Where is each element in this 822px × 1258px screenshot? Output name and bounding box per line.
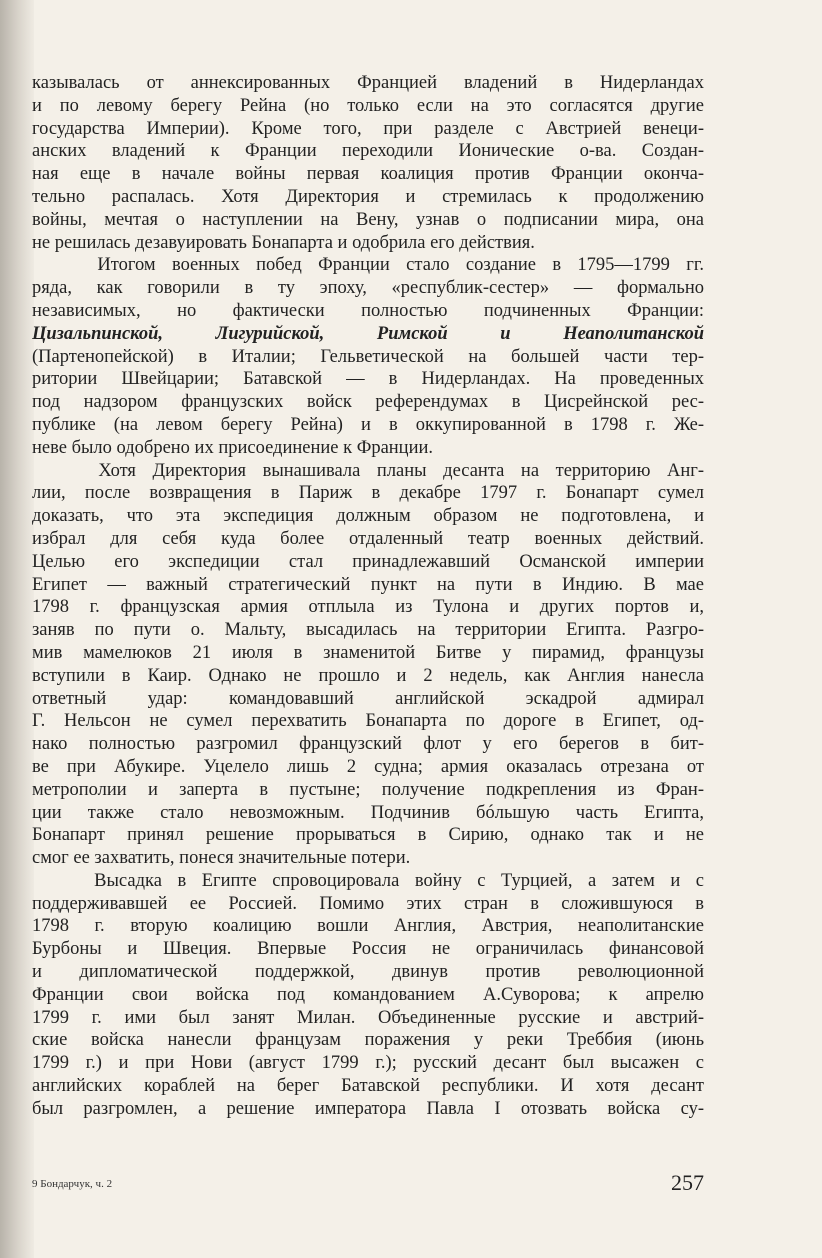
text-line: Г. Нельсон не сумел перехватить Бонапарта по дороге в Египет, од-	[32, 711, 704, 732]
text-line: тельно распалась. Хотя Директория и стремилась к продолжению	[32, 186, 704, 207]
page-footer	[32, 1170, 704, 1200]
text-line: анских владений к Франции переходили Ионические о-ва. Создан-	[32, 141, 704, 162]
text-line: (Партенопейской) в Италии; Гельветической на большей части тер-	[32, 346, 704, 367]
text-line: английских кораблей на берег Батавской республики. И хотя десант	[32, 1076, 704, 1097]
text-line: ские войска нанесли французам поражения у реки Треббия (июнь	[32, 1030, 704, 1051]
text-line: мив мамелюков 21 июля в знаменитой Битве у пирамид, французы	[32, 642, 704, 663]
text-line: Целью его экспедиции стал принадлежавший Османской империи	[32, 551, 704, 572]
text-line: Бурбоны и Швеция. Впервые Россия не ограничилась финансовой	[32, 939, 704, 960]
text-line: был разгромлен, а решение императора Павла I отозвать войска су-	[32, 1098, 704, 1119]
text-line: 1799 г. ими был занят Милан. Объединенные русские и австрий-	[32, 1007, 704, 1028]
text-line: и дипломатической поддержкой, двинув против революционной	[32, 962, 704, 983]
text-line: Египет — важный стратегический пункт на пути в Индию. В мае	[32, 574, 704, 595]
text-line: ряда, как говорили в ту эпоху, «республик-сестер» — формально	[32, 278, 704, 299]
text-line: не решилась дезавуировать Бонапарта и одобрила его действия.	[32, 232, 535, 253]
text-line: независимых, но фактически полностью подчиненных Франции:	[32, 300, 704, 321]
text-line: казывалась от аннексированных Францией владений в Нидерландах	[32, 73, 704, 93]
text-line: неве было одобрено их присоединение к Франции.	[32, 437, 434, 458]
text-line: 1798 г. французская армия отплыла из Тулона и других портов и,	[32, 597, 704, 618]
text-line: поддерживавшей ее Россией. Помимо этих стран в сложившуюся в	[32, 893, 704, 914]
text-line: 1798 г. вторую коалицию вошли Англия, Австрия, неаполитанские	[32, 916, 704, 937]
page-number: 257	[671, 1170, 704, 1195]
text-line: заняв по пути о. Мальту, высадилась на территории Египта. Разгро-	[32, 620, 704, 641]
text-line: доказать, что эта экспедиция должным образом не подготовлена, и	[32, 506, 704, 527]
text-line: ве при Абукире. Уцелело лишь 2 судна; армия оказалась отрезана от	[32, 756, 704, 777]
text-line: 1799 г.) и при Нови (август 1799 г.); русский десант был высажен с	[32, 1053, 704, 1074]
text-line: ции также стало невозможным. Подчинив бóльшую часть Египта,	[32, 802, 704, 823]
text-line: государства Империи). Кроме того, при разделе с Австрией венеци-	[32, 118, 704, 139]
text-line: под надзором французских войск референдумах в Цисрейнской рес-	[32, 392, 704, 413]
text-line: Хотя Директория вынашивала планы десанта на территорию Анг-	[32, 460, 704, 481]
text-line: ная еще в начале войны первая коалиция против Франции оконча-	[32, 164, 704, 185]
book-spine-shadow	[0, 0, 34, 1258]
text-line: войны, мечтая о наступлении на Вену, узнав о подписании мира, она	[32, 209, 704, 230]
text-line: избрал для себя куда более отдаленный театр военных действий.	[32, 528, 704, 549]
text-line: Франции свои войска под командованием А.Суворова; к апрелю	[32, 984, 704, 1005]
text-line: метрополии и заперта в пустыне; получение подкрепления из Фран-	[32, 779, 704, 800]
text-line: и по левому берегу Рейна (но только если на это согласятся другие	[32, 95, 704, 116]
text-line: смог ее захватить, понеся значительные потери.	[32, 848, 411, 869]
text-line: лии, после возвращения в Париж в декабре 1797 г. Бонапарт сумел	[32, 483, 704, 504]
signature-mark: 9 Бондарчук, ч. 2	[32, 1178, 113, 1190]
text-line: Высадка в Египте спровоцировала войну с Турцией, а затем и с	[32, 870, 704, 891]
text-line: вступили в Каир. Однако не прошло и 2 недель, как Англия нанесла	[32, 665, 704, 686]
text-line: публике (на левом берегу Рейна) и в оккупированной в 1798 г. Же-	[32, 414, 704, 435]
text-line: Итогом военных побед Франции стало создание в 1795—1799 гг.	[32, 255, 704, 276]
text-line: Бонапарт принял решение прорываться в Сирию, однако так и не	[32, 825, 704, 846]
page-body-text	[32, 72, 704, 1121]
text-line: нако полностью разгромил французский флот у его берегов в бит-	[32, 734, 704, 755]
text-line: ответный удар: командовавший английской эскадрой адмирал	[32, 688, 704, 709]
text-line: ритории Швейцарии; Батавской — в Нидерландах. На проведенных	[32, 369, 704, 390]
text-line: Цизальпинской, Лигурийской, Римской и Неаполитанской	[32, 323, 704, 344]
